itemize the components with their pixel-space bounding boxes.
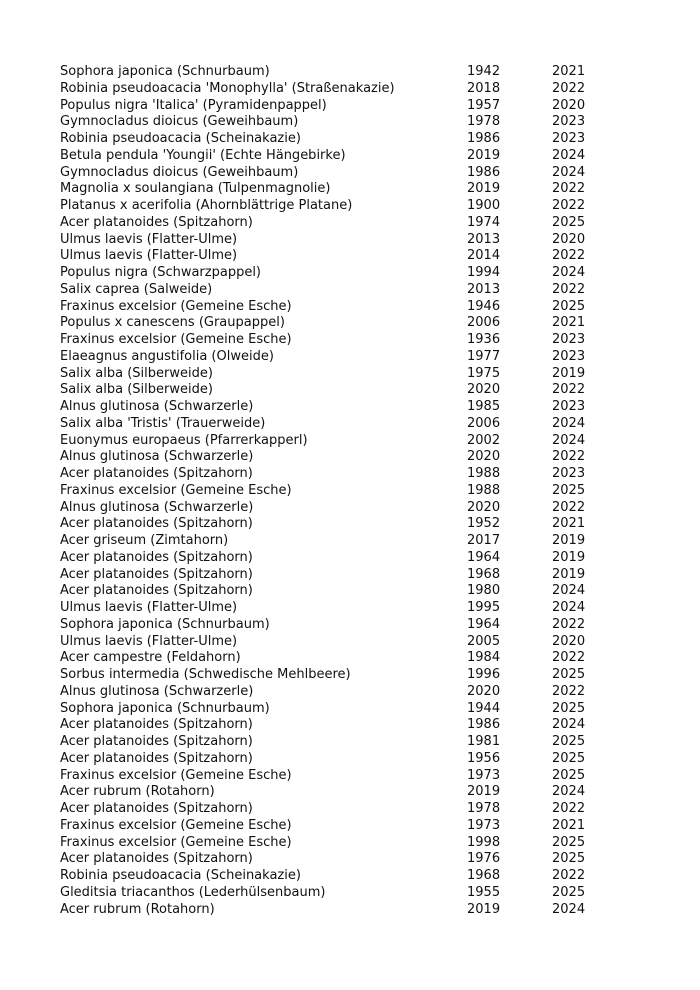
inspection-year-cell: 2024 <box>552 784 586 800</box>
inspection-year-cell: 2024 <box>552 717 586 733</box>
tree-species-cell: Alnus glutinosa (Schwarzerle) <box>60 399 254 414</box>
inspection-year-cell: 2025 <box>552 214 586 230</box>
tree-species-cell: Salix alba 'Tristis' (Trauerweide) <box>60 415 266 431</box>
planting-year-cell: 1988 <box>467 482 501 498</box>
inspection-year-cell: 2021 <box>552 516 586 532</box>
tree-species-cell: Fraxinus excelsior (Gemeine Esche) <box>60 834 292 850</box>
inspection-year-cell: 2022 <box>552 80 586 96</box>
tree-species-cell: Salix alba (Silberweide) <box>60 382 213 398</box>
tree-species-cell: Acer platanoides (Spitzahorn) <box>60 583 253 599</box>
table-row <box>60 734 620 751</box>
table-row <box>60 583 620 600</box>
inspection-year-cell: 2022 <box>552 499 586 515</box>
planting-year-cell: 1995 <box>467 600 501 615</box>
table-row <box>60 332 620 349</box>
planting-year-cell: 2020 <box>467 499 501 515</box>
planting-year-cell: 1946 <box>467 298 501 314</box>
table-row <box>60 500 620 517</box>
tree-species-cell: Gymnocladus dioicus (Geweihbaum) <box>60 164 299 180</box>
planting-year-cell: 1976 <box>467 851 501 867</box>
table-row <box>60 399 620 416</box>
planting-year-cell: 1942 <box>467 64 501 79</box>
planting-year-cell: 1988 <box>467 466 501 481</box>
tree-species-cell: Elaeagnus angustifolia (Ölweide) <box>60 348 274 364</box>
table-row <box>60 382 620 399</box>
table-row <box>60 784 620 801</box>
table-row <box>60 483 620 500</box>
tree-species-cell: Acer platanoides (Spitzahorn) <box>60 566 253 582</box>
tree-species-cell: Fraxinus excelsior (Gemeine Esche) <box>60 482 292 498</box>
tree-species-cell: Magnolia x soulangiana (Tulpenmagnolie) <box>60 181 331 197</box>
tree-species-cell: Gleditsia triacanthos (Lederhülsenbaum) <box>60 884 326 900</box>
inspection-year-cell: 2022 <box>552 616 586 632</box>
table-row <box>60 550 620 567</box>
tree-species-cell: Acer platanoides (Spitzahorn) <box>60 549 253 565</box>
inspection-year-cell: 2025 <box>552 884 586 900</box>
inspection-year-cell: 2025 <box>552 851 586 867</box>
planting-year-cell: 2006 <box>467 415 501 431</box>
inspection-year-cell: 2021 <box>552 817 586 833</box>
inspection-year-cell: 2024 <box>552 583 586 599</box>
tree-species-cell: Alnus glutinosa (Schwarzerle) <box>60 499 254 515</box>
inspection-year-cell: 2025 <box>552 834 586 850</box>
inspection-year-cell: 2023 <box>552 348 586 364</box>
planting-year-cell: 1973 <box>467 767 501 783</box>
tree-species-cell: Fraxinus excelsior (Gemeine Esche) <box>60 332 292 347</box>
inspection-year-cell: 2025 <box>552 667 586 682</box>
planting-year-cell: 2014 <box>467 248 501 264</box>
tree-species-cell: Sophora japonica (Schnurbaum) <box>60 64 270 79</box>
planting-year-cell: 1900 <box>467 198 501 213</box>
tree-species-cell: Robinia pseudoacacia 'Monophylla' (Straßenakazie) <box>60 80 395 96</box>
table-row <box>60 315 620 332</box>
planting-year-cell: 2019 <box>467 784 501 800</box>
planting-year-cell: 1975 <box>467 365 501 381</box>
planting-year-cell: 1968 <box>467 566 501 582</box>
table-row <box>60 533 620 550</box>
table-row <box>60 885 620 902</box>
planting-year-cell: 1944 <box>467 700 501 716</box>
table-row <box>60 148 620 165</box>
planting-year-cell: 1978 <box>467 114 501 130</box>
planting-year-cell: 1936 <box>467 332 501 347</box>
inspection-year-cell: 2020 <box>552 231 586 247</box>
inspection-year-cell: 2019 <box>552 549 586 565</box>
table-row <box>60 617 620 634</box>
planting-year-cell: 1968 <box>467 868 501 883</box>
tree-species-cell: Fraxinus excelsior (Gemeine Esche) <box>60 817 292 833</box>
table-row <box>60 81 620 98</box>
table-row <box>60 466 620 483</box>
tree-species-cell: Ulmus laevis (Flatter-Ulme) <box>60 248 238 264</box>
tree-species-cell: Gymnocladus dioicus (Geweihbaum) <box>60 114 299 130</box>
planting-year-cell: 1986 <box>467 717 501 733</box>
tree-species-cell: Ulmus laevis (Flatter-Ulme) <box>60 600 238 615</box>
planting-year-cell: 1964 <box>467 549 501 565</box>
inspection-year-cell: 2019 <box>552 566 586 582</box>
tree-species-cell: Acer platanoides (Spitzahorn) <box>60 750 253 766</box>
inspection-year-cell: 2025 <box>552 298 586 314</box>
planting-year-cell: 1955 <box>467 884 501 900</box>
tree-species-cell: Fraxinus excelsior (Gemeine Esche) <box>60 767 292 783</box>
planting-year-cell: 2020 <box>467 382 501 398</box>
table-row <box>60 567 620 584</box>
tree-table <box>60 64 620 918</box>
inspection-year-cell: 2024 <box>552 147 586 163</box>
table-row <box>60 751 620 768</box>
planting-year-cell: 2020 <box>467 683 501 699</box>
inspection-year-cell: 2023 <box>552 466 586 481</box>
tree-species-cell: Acer platanoides (Spitzahorn) <box>60 516 253 532</box>
tree-species-cell: Populus x canescens (Graupappel) <box>60 315 285 331</box>
inspection-year-cell: 2025 <box>552 734 586 749</box>
inspection-year-cell: 2024 <box>552 265 586 280</box>
table-row <box>60 600 620 617</box>
planting-year-cell: 1977 <box>467 348 501 364</box>
table-row <box>60 684 620 701</box>
inspection-year-cell: 2021 <box>552 64 586 79</box>
tree-species-cell: Sophora japonica (Schnurbaum) <box>60 616 270 632</box>
planting-year-cell: 2017 <box>467 533 501 548</box>
inspection-year-cell: 2024 <box>552 600 586 615</box>
inspection-year-cell: 2022 <box>552 868 586 883</box>
inspection-year-cell: 2022 <box>552 281 586 297</box>
inspection-year-cell: 2022 <box>552 198 586 213</box>
table-row <box>60 634 620 651</box>
table-row <box>60 248 620 265</box>
tree-species-cell: Acer rubrum (Rotahorn) <box>60 901 215 917</box>
tree-species-cell: Betula pendula 'Youngii' (Echte Hängebirke) <box>60 147 346 163</box>
inspection-year-cell: 2022 <box>552 801 586 816</box>
tree-species-cell: Acer platanoides (Spitzahorn) <box>60 734 253 749</box>
planting-year-cell: 1984 <box>467 650 501 666</box>
tree-species-cell: Robinia pseudoacacia (Scheinakazie) <box>60 868 301 883</box>
tree-species-cell: Salix alba (Silberweide) <box>60 365 213 381</box>
tree-species-cell: Ulmus laevis (Flatter-Ulme) <box>60 633 238 649</box>
inspection-year-cell: 2023 <box>552 114 586 130</box>
tree-species-cell: Ulmus laevis (Flatter-Ulme) <box>60 231 238 247</box>
planting-year-cell: 2020 <box>467 449 501 465</box>
table-row <box>60 835 620 852</box>
tree-species-cell: Robinia pseudoacacia (Scheinakazie) <box>60 131 301 146</box>
inspection-year-cell: 2024 <box>552 901 586 917</box>
planting-year-cell: 1996 <box>467 667 501 682</box>
planting-year-cell: 1986 <box>467 164 501 180</box>
table-row <box>60 433 620 450</box>
inspection-year-cell: 2020 <box>552 633 586 649</box>
planting-year-cell: 1998 <box>467 834 501 850</box>
table-row <box>60 64 620 81</box>
planting-year-cell: 1985 <box>467 399 501 414</box>
planting-year-cell: 1964 <box>467 616 501 632</box>
inspection-year-cell: 2023 <box>552 332 586 347</box>
tree-species-cell: Acer campestre (Feldahorn) <box>60 650 241 666</box>
table-row <box>60 449 620 466</box>
tree-species-cell: Acer platanoides (Spitzahorn) <box>60 717 253 733</box>
table-row <box>60 416 620 433</box>
inspection-year-cell: 2019 <box>552 365 586 381</box>
planting-year-cell: 2006 <box>467 315 501 331</box>
planting-year-cell: 1974 <box>467 214 501 230</box>
planting-year-cell: 1981 <box>467 734 501 749</box>
table-row <box>60 516 620 533</box>
inspection-year-cell: 2023 <box>552 131 586 146</box>
inspection-year-cell: 2022 <box>552 683 586 699</box>
table-row <box>60 232 620 249</box>
tree-species-cell: Acer platanoides (Spitzahorn) <box>60 466 253 481</box>
table-row <box>60 818 620 835</box>
tree-species-cell: Acer platanoides (Spitzahorn) <box>60 214 253 230</box>
planting-year-cell: 1980 <box>467 583 501 599</box>
table-row <box>60 768 620 785</box>
planting-year-cell: 2002 <box>467 432 501 448</box>
planting-year-cell: 1973 <box>467 817 501 833</box>
inspection-year-cell: 2022 <box>552 449 586 465</box>
planting-year-cell: 1952 <box>467 516 501 532</box>
inspection-year-cell: 2022 <box>552 650 586 666</box>
tree-species-cell: Euonymus europaeus (Pfarrerkapperl) <box>60 432 308 448</box>
planting-year-cell: 1956 <box>467 750 501 766</box>
table-row <box>60 667 620 684</box>
tree-species-cell: Salix caprea (Salweide) <box>60 281 213 297</box>
inspection-year-cell: 2022 <box>552 181 586 197</box>
tree-species-cell: Platanus x acerifolia (Ahornblättrige Platane) <box>60 198 353 213</box>
table-row <box>60 349 620 366</box>
table-row <box>60 801 620 818</box>
planting-year-cell: 1986 <box>467 131 501 146</box>
inspection-year-cell: 2020 <box>552 97 586 113</box>
table-row <box>60 198 620 215</box>
planting-year-cell: 1957 <box>467 97 501 113</box>
planting-year-cell: 1994 <box>467 265 501 280</box>
inspection-year-cell: 2025 <box>552 750 586 766</box>
tree-species-cell: Acer griseum (Zimtahorn) <box>60 533 229 548</box>
planting-year-cell: 2005 <box>467 633 501 649</box>
table-row <box>60 299 620 316</box>
inspection-year-cell: 2022 <box>552 248 586 264</box>
table-row <box>60 366 620 383</box>
tree-species-cell: Acer rubrum (Rotahorn) <box>60 784 215 800</box>
tree-species-cell: Fraxinus excelsior (Gemeine Esche) <box>60 298 292 314</box>
table-row <box>60 98 620 115</box>
inspection-year-cell: 2024 <box>552 164 586 180</box>
table-row <box>60 215 620 232</box>
table-row <box>60 282 620 299</box>
tree-species-cell: Acer platanoides (Spitzahorn) <box>60 851 253 867</box>
tree-species-cell: Alnus glutinosa (Schwarzerle) <box>60 449 254 465</box>
inspection-year-cell: 2023 <box>552 399 586 414</box>
inspection-year-cell: 2024 <box>552 415 586 431</box>
table-row <box>60 717 620 734</box>
tree-species-cell: Populus nigra (Schwarzpappel) <box>60 265 262 280</box>
planting-year-cell: 2013 <box>467 281 501 297</box>
planting-year-cell: 2019 <box>467 181 501 197</box>
inspection-year-cell: 2022 <box>552 382 586 398</box>
tree-species-cell: Acer platanoides (Spitzahorn) <box>60 801 253 816</box>
table-row <box>60 265 620 282</box>
inspection-year-cell: 2021 <box>552 315 586 331</box>
table-row <box>60 165 620 182</box>
table-row <box>60 181 620 198</box>
planting-year-cell: 1978 <box>467 801 501 816</box>
planting-year-cell: 2018 <box>467 80 501 96</box>
table-row <box>60 650 620 667</box>
table-row <box>60 851 620 868</box>
inspection-year-cell: 2025 <box>552 700 586 716</box>
inspection-year-cell: 2025 <box>552 767 586 783</box>
planting-year-cell: 2019 <box>467 901 501 917</box>
table-row <box>60 701 620 718</box>
inspection-year-cell: 2024 <box>552 432 586 448</box>
planting-year-cell: 2019 <box>467 147 501 163</box>
table-row <box>60 868 620 885</box>
inspection-year-cell: 2019 <box>552 533 586 548</box>
inspection-year-cell: 2025 <box>552 482 586 498</box>
planting-year-cell: 2013 <box>467 231 501 247</box>
table-row <box>60 902 620 919</box>
table-row <box>60 131 620 148</box>
tree-species-cell: Alnus glutinosa (Schwarzerle) <box>60 683 254 699</box>
tree-species-cell: Populus nigra 'Italica' (Pyramidenpappel) <box>60 97 327 113</box>
tree-species-cell: Sophora japonica (Schnurbaum) <box>60 700 270 716</box>
table-row <box>60 114 620 131</box>
tree-species-cell: Sorbus intermedia (Schwedische Mehlbeere) <box>60 667 351 682</box>
